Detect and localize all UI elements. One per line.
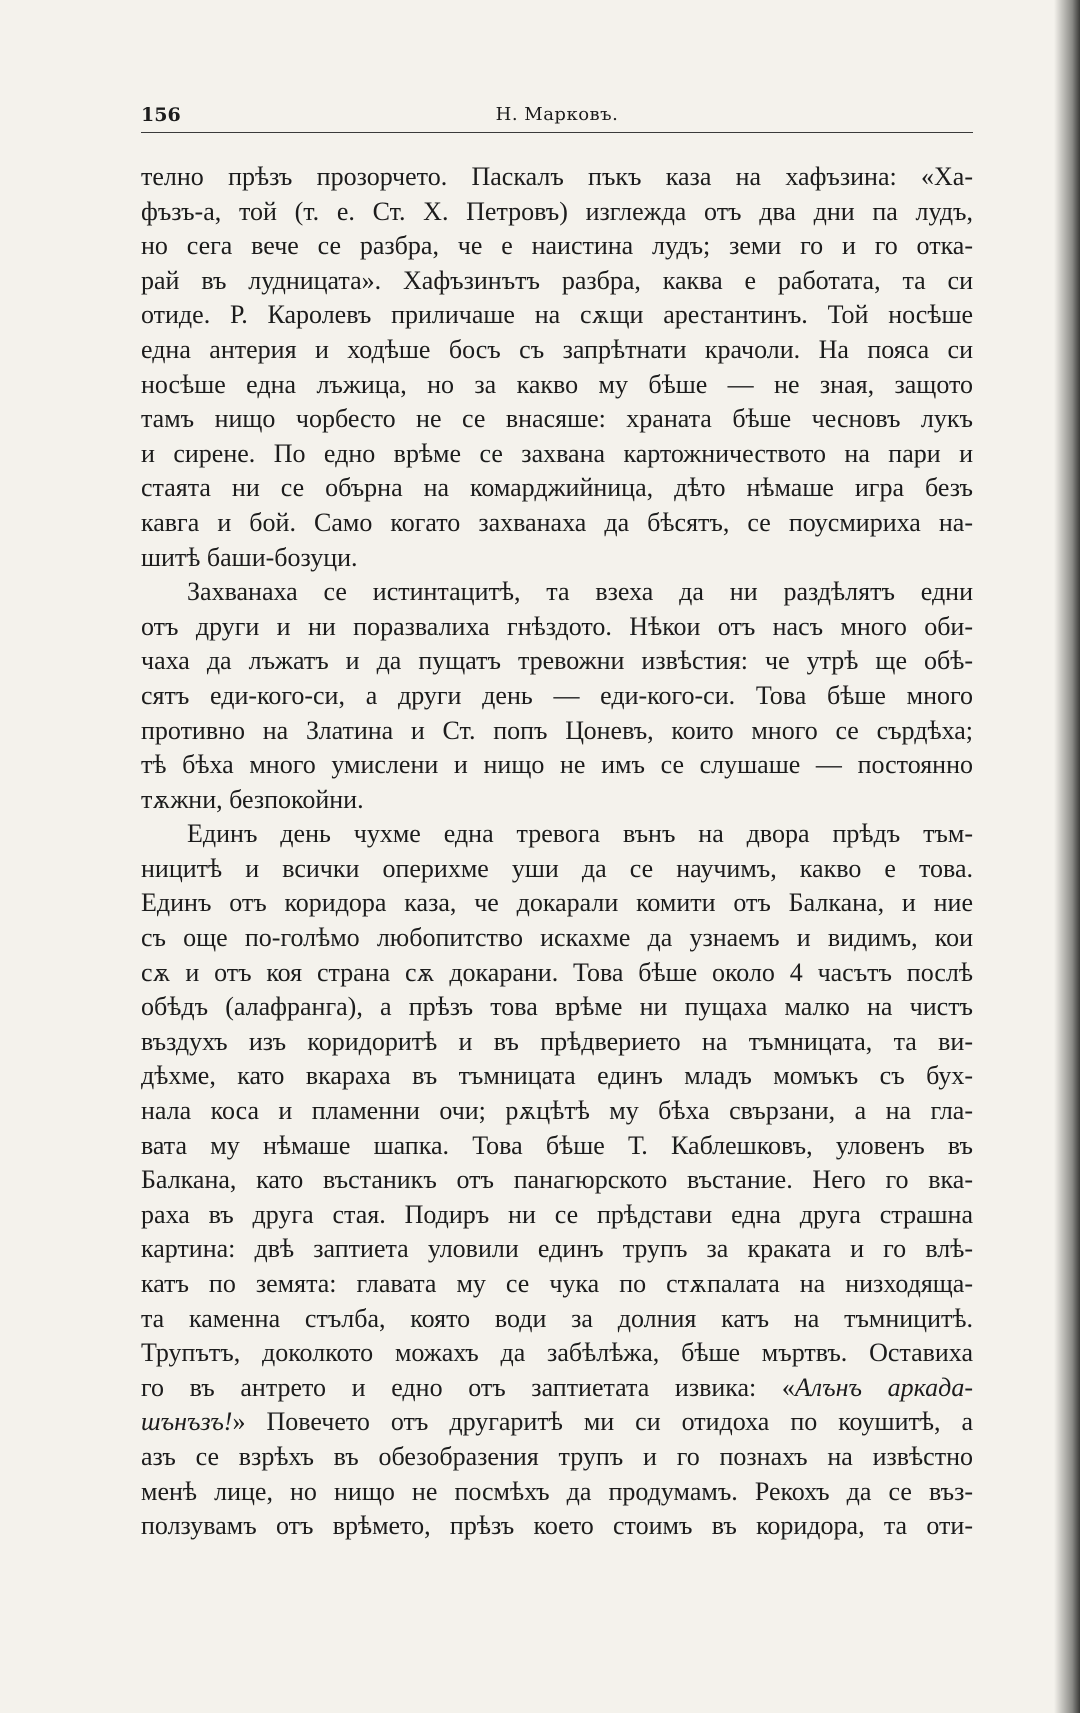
- text-line: [141, 229, 973, 264]
- text-line: [141, 1440, 973, 1475]
- text-line: [141, 1336, 973, 1371]
- line-text: ницитѣ и всички оперихме уши да се научимъ, какво е това.: [141, 853, 973, 883]
- line-text: стаята ни се обърна на комарджийница, дѣто нѣмаше игра безъ: [141, 473, 973, 503]
- text-line: [141, 817, 973, 852]
- text-line: [141, 1371, 973, 1406]
- line-text: една антерия и ходѣше босъ съ запрѣтнати крачоли. На пояса си: [141, 334, 973, 364]
- line-text: кавга и бой. Само когато захванаха да бѣсятъ, се поусмириха на-: [141, 507, 973, 537]
- line-text: телно прѣзъ прозорчето. Паскалъ пъкъ каза на хафъзина: «Ха-: [141, 162, 973, 191]
- line-text: Трупътъ, доколкото можахъ да забѣлѣжа, бѣше мъртвъ. Оставиха: [141, 1338, 973, 1368]
- line-text: » Повечето отъ другаритѣ ми си отидоха по коушитѣ, а: [232, 1407, 973, 1437]
- line-text: Захванаха се истинтацитѣ, та взеха да ни раздѣлятъ едни: [187, 577, 973, 607]
- running-head: Н. Марковъ.: [495, 104, 619, 125]
- page-header: [141, 102, 973, 133]
- text-line: [141, 298, 973, 333]
- text-line: [141, 714, 973, 749]
- line-text: Единъ день чухме една тревога вънъ на двора прѣдъ тъм-: [187, 819, 973, 849]
- line-text: фъзъ-а, той (т. е. Ст. Х. Петровъ) изглежда отъ два дни па лудъ,: [141, 196, 973, 226]
- line-text: та каменна стълба, която води за долния катъ на тъмницитѣ.: [141, 1303, 973, 1333]
- text-line: [141, 1232, 973, 1267]
- page-edge-shadow: [1054, 0, 1080, 1713]
- line-text: сѫ и отъ коя страна сѫ докарани. Това бѣше около 4 часътъ послѣ: [141, 957, 973, 987]
- text-line: [141, 679, 973, 714]
- line-text: тѫжни, безпокойни.: [141, 784, 364, 814]
- page-number: 156: [141, 104, 181, 126]
- text-line: [141, 644, 973, 679]
- line-text: рай въ лудницата». Хафъзинътъ разбра, каква е работата, та си: [141, 265, 973, 295]
- text-line: [141, 1475, 973, 1510]
- body-text: [141, 160, 973, 1544]
- line-text: отиде. Р. Каролевъ приличаше на сѫщи арестантинъ. Той носѣше: [141, 300, 973, 330]
- text-line: [141, 1405, 973, 1440]
- line-text: азъ се взрѣхъ въ обезобразения трупъ и го познахъ на извѣстно: [141, 1441, 973, 1471]
- line-text: ползувамъ отъ врѣмето, прѣзъ което стоимъ въ коридора, та оти-: [141, 1511, 973, 1541]
- italic-phrase: Алънъ аркада-: [794, 1372, 973, 1402]
- line-text: обѣдъ (алафранга), а прѣзъ това врѣме ни пущаха малко на чистъ: [141, 992, 973, 1022]
- line-text: Единъ отъ коридора каза, че докарали комити отъ Балкана, и ние: [141, 888, 973, 918]
- line-text: катъ по земята: главата му се чука по стѫпалата на низходяща-: [141, 1269, 973, 1298]
- text-line: [141, 1509, 973, 1544]
- text-line: [141, 886, 973, 921]
- line-text: го въ антрето и едно отъ заптиетата извика: «: [141, 1372, 795, 1402]
- line-text: въздухъ изъ коридоритѣ и въ прѣдверието на тъмницата, та ви-: [141, 1026, 973, 1056]
- text-line: [141, 1302, 973, 1337]
- text-line: [141, 471, 973, 506]
- text-line: [141, 160, 973, 195]
- text-line: [141, 506, 973, 541]
- italic-phrase: шънъзъ!: [141, 1407, 233, 1437]
- line-text: сятъ еди-кого-си, а други день — еди-кого-си. Това бѣше много: [141, 680, 973, 710]
- line-text: но сега вече се разбра, че е наистина лудъ; земи го и го отка-: [141, 231, 973, 261]
- text-line: [141, 368, 973, 403]
- line-text: чаха да лъжатъ и да пущатъ тревожни извѣстия: че утрѣ ще обѣ-: [141, 646, 973, 676]
- text-line: [141, 264, 973, 299]
- text-line: [141, 956, 973, 991]
- line-text: Балкана, като въстаникъ отъ панагюрското въстание. Него го вка-: [141, 1165, 973, 1195]
- line-text: картина: двѣ заптиета уловили единъ трупъ за краката и го влѣ-: [141, 1234, 973, 1264]
- line-text: тѣ бѣха много умислени и нищо не имъ се слушаше — постоянно: [141, 750, 973, 780]
- text-line: [141, 402, 973, 437]
- text-line: [141, 437, 973, 472]
- line-text: и сирене. По едно врѣме се захвана картожничеството на пари и: [141, 438, 973, 468]
- text-line: [141, 990, 973, 1025]
- line-text: противно на Златина и Ст. попъ Цоневъ, които много се сърдѣха;: [141, 715, 973, 745]
- line-text: носѣше една лъжица, но за какво му бѣше — не зная, защото: [141, 369, 973, 399]
- line-text: нала коса и пламенни очи; рѫцѣтѣ му бѣха свързани, а на гла-: [141, 1096, 973, 1126]
- line-text: шитѣ баши-бозуци.: [141, 542, 358, 572]
- text-line: [141, 748, 973, 783]
- text-line: [141, 610, 973, 645]
- text-line: [141, 541, 973, 576]
- line-text: тамъ нищо чорбесто не се внасяше: храната бѣше чесновъ лукъ: [141, 404, 973, 434]
- text-line: [141, 195, 973, 230]
- text-line: [141, 1267, 973, 1302]
- text-line: [141, 1059, 973, 1094]
- line-text: дѣхме, като вкараха въ тъмницата единъ младъ момъкъ съ бух-: [141, 1061, 973, 1091]
- text-line: [141, 1094, 973, 1129]
- text-line: [141, 921, 973, 956]
- text-line: [141, 1025, 973, 1060]
- text-line: [141, 1129, 973, 1164]
- line-text: съ още по-голѣмо любопитство искахме да узнаемъ и видимъ, кои: [141, 923, 973, 953]
- line-text: раха въ друга стая. Подиръ ни се прѣдстави една друга страшна: [141, 1199, 973, 1229]
- text-line: [141, 1198, 973, 1233]
- text-line: [141, 333, 973, 368]
- text-line: [141, 783, 973, 818]
- text-line: [141, 1163, 973, 1198]
- line-text: менѣ лице, но нищо не посмѣхъ да продумамъ. Рекохъ да се въз-: [141, 1476, 973, 1506]
- text-line: [141, 575, 973, 610]
- line-text: отъ други и ни поразвалиха гнѣздото. Нѣкои отъ насъ много оби-: [141, 611, 973, 641]
- line-text: вата му нѣмаше шапка. Това бѣше Т. Каблешковъ, уловенъ въ: [141, 1130, 973, 1160]
- text-line: [141, 852, 973, 887]
